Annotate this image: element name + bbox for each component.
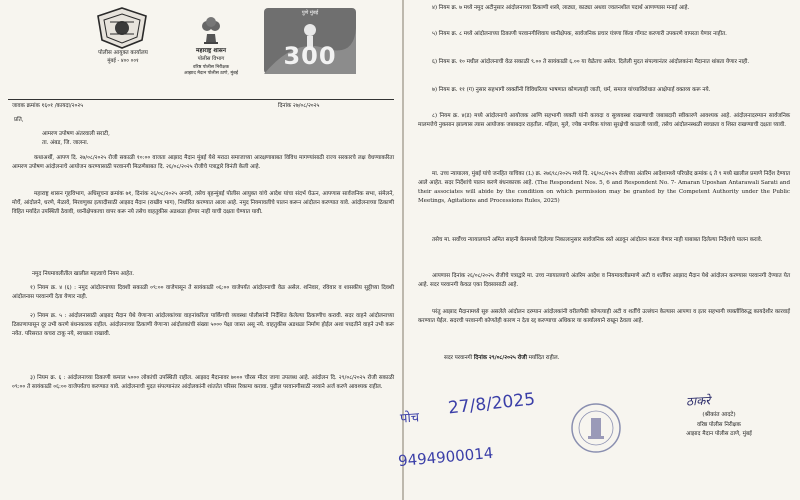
condition-8: ८) नियम क्र. ४(ड) मध्ये आंदोलनाचे आयोजक आणि सहभागी व्यक्ती यांनी कायदा व सुव्यवस्था राखण्याची जबाबदारी स्वीकारणे आवश्यक आहे. आंदोलनादरम्यान सार्वजनिक मालमत्तेचे नुकसान झाल्यास त्यास आयोजक जबाबदार राहतील. महिला, मुले, ज्येष्ठ नागरिक यांच्या सुरक्षेची काळजी घ्यावी, तसेच आंदोलनस्थळी स्वच्छता व शिस्त राखण्याची दक्षता घ्यावी. xyxy=(418,113,790,128)
letterhead xyxy=(6,6,396,98)
letterhead-divider xyxy=(8,99,394,100)
conditions-intro: नमुद नियमावलीतील खालील महत्वाचे नियम आहेत. xyxy=(32,271,134,277)
condition-2: २) नियम क्र. ५ : आंदोलनासाठी आझाद मैदान येथे येणाऱ्या आंदोलकांच्या वाहनांकरिता पार्किंगची व्यवस्था पोलीसांनी निर्देशित केलेल्या ठिकाणीच करावी. सदर वाहने आंदोलनाच्या ठिकाणापासून दूर उभी करणे बंधनकारक राहील. आंदोलनाच्या ठिकाणी येणाऱ्या आंदोलकांची संख्या ५००० पेक्षा जास्त असू नये. वाहतुकीस अडथळा निर्माण होईल अशा पध्दतीने वाहने उभी करू नयेत. परिसरात कचरा टाकू नये, स्वच्छता राखावी. xyxy=(12,313,394,337)
permission-paragraph: आपणास दिनांक २६/०८/२०२५ रोजीचे पत्राद्वारे मा. उच्च न्यायालयाचे अंतरिम आदेश व नियमावलीप्रमाणे अटी व शर्तींवर आझाद मैदान येथे आंदोलन करण्यास परवानगी देण्यात येत आहे. सदर परवानगी केवळ एका दिवसासाठी आहे. xyxy=(418,273,790,288)
badge-caption: पुणे मुंबई xyxy=(301,10,319,16)
police-seal-icon xyxy=(570,402,622,454)
condition-3: ३) नियम क्र. ६ : आंदोलनाच्या ठिकाणी कमाल ५००० लोकांची उपस्थिती राहील. आझाद मैदानावर ७००० चौरस मीटर जागा उपलब्ध आहे. आंदोलन दि. २९/०८/२०२५ रोजी सकाळी ०९:०० ते सायंकाळी ०६:०० वाजेपर्यंतच करण्यात यावे. आंदोलनाची मुदत संपल्यानंतर आंदोलकांनी शांततेत परिसर रिकामा करावा. पुढील परवानगीसाठी नव्याने अर्ज करणे आवश्यक राहील. xyxy=(12,375,394,390)
condition-5: ५) नियम क्र. ८ मध्ये आंदोलनाच्या ठिकाणी परवानगीशिवाय ध्वनीक्षेपक, सार्वजनिक प्रचार यंत्रणा किंवा गोंगाट करणारी उपकरणे वापरता येणार नाहीत. xyxy=(432,31,727,37)
reference-number: जावक क्रमांक १६०१ /कायदा/२०२५ xyxy=(12,103,84,109)
signature: ठाकरे xyxy=(685,393,711,409)
handwritten-number: 9494900014 xyxy=(397,443,495,471)
validity-line xyxy=(444,354,774,363)
signatory-title-2: आझाद मैदान पोलीस ठाणे, मुंबई xyxy=(686,431,752,437)
recipient-place: ता. अंबड, जि. जालना. xyxy=(42,140,89,146)
mumbai-police-emblem-icon xyxy=(90,6,154,50)
recipient-name: आमरण उपोषण अंतरवाली सराटी, xyxy=(42,131,110,137)
to-label: प्रति, xyxy=(14,117,24,123)
validity-date: दिनांक २९/०८/२०२५ रोजी xyxy=(473,355,527,361)
anniversary-badge xyxy=(264,8,356,74)
condition-6: ६) नियम क्र. १० मधील आंदोलनाची वेळ सकाळी ९.०० ते सायंकाळी ६.०० या वेळेतच असेल. दिलेली मुदत संपल्यानंतर आंदोलकांना मैदानात थांबता येणार नाही. xyxy=(432,59,750,65)
govt-line-4: आझाद मैदान पोलीस ठाणे, मुंबई xyxy=(183,71,239,76)
supreme-court-note: तसेच मा. सर्वोच्च न्यायालयाने अमित साहनी केसमध्ये दिलेल्या निकालानुसार सार्वजनिक रस्ते अडवून आंदोलन करता येणार नाही याबाबत दिलेल्या निर्देशांचे पालन करावे. xyxy=(432,237,763,243)
paragraph-request: कथाअर्थी, आपण दि. २७/०८/२०२५ रोजी सकाळी १०:०० वाजता आझाद मैदान मुंबई येथे मराठा समाजाच्या आरक्षणाबाबत विविध मागण्यांसाठी राज्य सरकारचे लक्ष वेधण्याकरिता आमरण उपोषण आंदोलनाचे आयोजन करण्यासाठी परवानगी मिळणेबाबत दि. २६/०८/२०२५ रोजीचे पत्राद्वारे विनंती केली आहे. xyxy=(12,155,394,170)
govt-line-3: वरिष्ठ पोलीस निरीक्षक xyxy=(192,65,230,70)
validity-suffix: मर्यादित राहील. xyxy=(528,355,560,361)
govt-line-1: महाराष्ट्र शासन xyxy=(196,48,226,54)
govt-line-2: पोलीस विभाग xyxy=(197,56,225,62)
handwritten-received: पोच xyxy=(399,410,420,427)
letter-date: दिनांक २७/०८/२०२५ xyxy=(278,103,320,109)
warning-paragraph: परंतु आझाद मैदानामध्ये सुरु असलेले आंदोलन दरम्यान आंदोलकांनी वरीलपैकी कोणत्याही अटी व शर्तींचे उल्लंघन केल्यास आपणा व इतर सहभागी व्यक्तींविरुद्ध कायदेशीर कारवाई करण्यात येईल. सदरची परवानगी कोणतेही कारण न देता रद्द करण्याचा अधिकार या कार्यालयाने राखून ठेवला आहे. xyxy=(418,309,790,324)
condition-7: ७) नियम क्र. ११ (ग) नुसार सहभागी व्यक्तींनी विविधरित्या भाषणात कोणत्याही जाती, धर्म, समाज यांच्याविरोधात आक्षेपार्ह वक्तव्य करू नये. xyxy=(432,87,711,93)
condition-4: ४) नियम क्र. ७ मध्ये नमुद अटीनुसार आंदोलनाच्या ठिकाणी शस्त्रे, लाठ्या, काठ्या अथवा ज्वलनशील पदार्थ आणण्यास मनाई आहे. xyxy=(432,5,690,11)
condition-1: १) नियम क्र. ४ (६) : नमुद आंदोलनाच्या दिवशी सकाळी ०९:०० वाजेपासून ते सायंकाळी ०६:०० वाजेपर्यंत आंदोलनाची वेळ असेल. शनिवार, रविवार व शासकीय सुट्टीच्या दिवशी आंदोलनास परवानगी देता येणार नाही. xyxy=(12,285,394,300)
ashoka-emblem-icon xyxy=(198,12,224,46)
validity-prefix: सदर परवानगी xyxy=(444,355,473,361)
badge-number: 300 xyxy=(283,42,337,70)
office-address: मुंबई - ४०० ००१ xyxy=(107,58,139,64)
signatory-title-1: वरिष्ठ पोलीस निरीक्षक xyxy=(697,422,741,428)
handwritten-date: 27/8/2025 xyxy=(447,389,536,419)
office-name: पोलीस आयुक्त कार्यालय xyxy=(98,50,148,56)
paragraph-rules: महाराष्ट्र शासन गृहविभाग, अधिसूचना क्रमांक ७१, दिनांक २६/०८/२०२५ अन्वये, तसेच बृहन्मुंबई पोलीस आयुक्त यांचे आदेश यांचा संदर्भ घेऊन, आपणास सार्वजनिक सभा, संमेलने, मोर्चे, आंदोलने, धरणे, मेळावे, मिरवणुका इत्यादीसाठी आझाद मैदान (राखीव भाग), निर्धारित करण्यात आला आहे. नमुद नियमावलीचे पालन करून आंदोलन करण्यात यावे. आंदोलनाच्या ठिकाणी विहित मर्यादेत उपस्थिती ठेवावी, ध्वनीक्षेपकाचा वापर करू नये तसेच वाहतुकीस अडथळा होणार नाही याची दक्षता घेण्यात यावी. xyxy=(12,191,394,215)
letter-page-two xyxy=(397,0,800,500)
high-court-order: मा. उच्च न्यायालय, मुंबई यांचे जनहित याचिका (L) क्र. २७६९८/२०२५ मध्ये दि. २६/०८/२०२५ रोजीच्या अंतरिम आदेशामध्ये परिच्छेद क्रमांक ६ ते ९ मध्ये खालील प्रमाणे निर्देश देण्यात आले आहेत. सदर निर्देशांचे पालन करणे बंधनकारक आहे. (The Respondent Nos. 5, 6 and Respondent No. 7- Amaran Uposhan Antarawali Sarati and their associates will abide by the condition on which permission may be granted by the Competent Authority under the Public Meetings, Agitations and Processions Rules, 2025) xyxy=(418,171,790,204)
signatory-name: (श्रीकांत आदटे) xyxy=(702,412,736,418)
